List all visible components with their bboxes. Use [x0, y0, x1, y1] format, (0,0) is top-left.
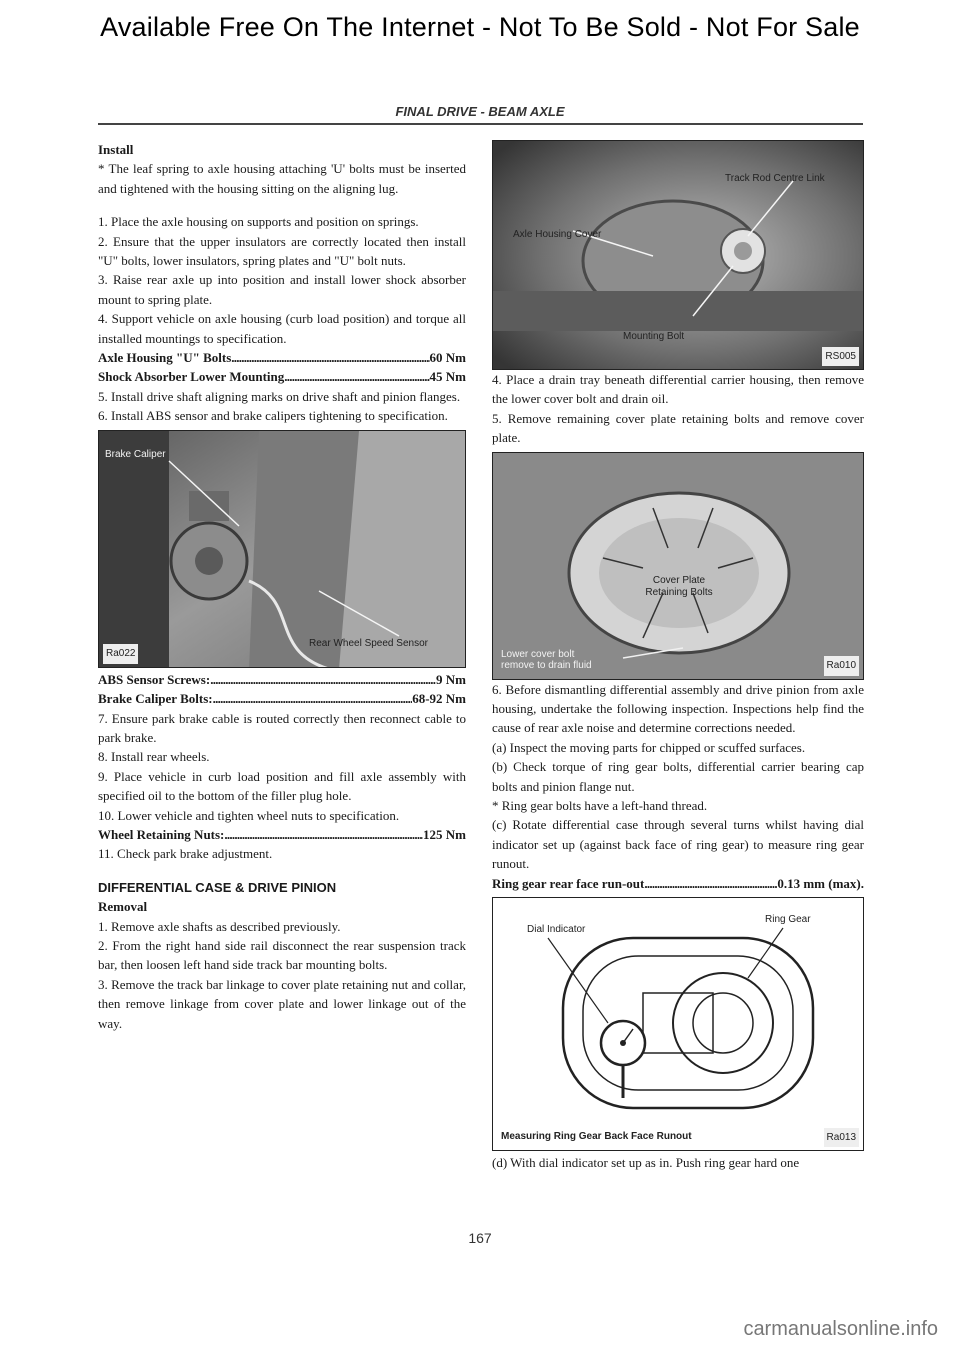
install-step-4: 4. Support vehicle on axle housing (curb load position) and torque all installed mountings to specification. — [98, 311, 466, 346]
diagram-label: Dial Indicator — [527, 924, 586, 936]
cover-plate-photo-image — [493, 453, 864, 680]
photo-label: Mounting Bolt — [623, 331, 685, 342]
install-step-11: 11. Check park brake adjustment. — [98, 846, 273, 862]
spec-shock-absorber — [98, 367, 466, 386]
ring-gear-diagram — [492, 897, 864, 1151]
inspection-c: (c) Rotate differential case through several turns whilst having dial indicator set up (against back face of ring gear) to measure ring gear runout. — [492, 817, 864, 872]
spec-label: ABS Sensor Screws: — [98, 671, 211, 687]
spec-value: 60 Nm — [429, 350, 466, 366]
inspection-a: (a) Inspect the moving parts for chipped or scuffed surfaces. — [492, 739, 806, 755]
section-title: DIFFERENTIAL CASE & DRIVE PINION — [98, 879, 337, 895]
photo-code: Ra022 — [103, 644, 138, 663]
spec-value: 68-92 Nm — [412, 691, 466, 707]
install-step-5: 5. Install drive shaft aligning marks on drive shaft and pinion flanges. — [98, 388, 461, 404]
spec-value: 0.13 mm (max). — [777, 875, 864, 891]
site-footer: carmanualsonline.info — [743, 1318, 938, 1340]
spec-label: Wheel Retaining Nuts: — [98, 826, 225, 842]
photo-label: Cover Plate Retaining Bolts — [645, 574, 713, 598]
removal-step-2: 2. From the right hand side rail disconnect the rear suspension track bar, then loosen left hand side track bar mounting bolts. — [98, 937, 466, 973]
spec-wheel-nuts — [98, 825, 466, 844]
spec-label: Ring gear rear face run-out — [492, 875, 645, 891]
install-step-6: 6. Install ABS sensor and brake calipers tightening to specification. — [98, 408, 448, 424]
watermark-banner: Available Free On The Internet - Not To Be Sold - Not For Sale — [100, 12, 860, 42]
install-step-8: 8. Install rear wheels. — [98, 749, 210, 765]
right-column — [492, 140, 864, 1173]
left-column — [98, 140, 466, 1033]
axle-housing-photo — [492, 140, 864, 370]
install-step-3: 3. Raise rear axle up into position and install lower shock absorber mount to spring plate. — [98, 272, 466, 307]
spec-label: Shock Absorber Lower Mounting — [98, 369, 285, 385]
install-step-1: 1. Place the axle housing on supports and position on springs. — [98, 214, 419, 230]
photo-label: Lower cover bolt remove to drain fluid — [501, 648, 592, 671]
install-step-2: 2. Ensure that the upper insulators are correctly located then install "U" bolts, lower insulators, spring plates and "U" bolt nuts. — [98, 233, 466, 269]
page-number: 167 — [468, 1230, 492, 1246]
diagram-caption: Measuring Ring Gear Back Face Runout — [501, 1130, 692, 1142]
removal-heading: Removal — [98, 899, 148, 915]
spec-label: Axle Housing "U" Bolts — [98, 350, 232, 366]
install-note: * The leaf spring to axle housing attaching 'U' bolts must be inserted and tightened with the housing sitting on the aligning lug. — [98, 161, 466, 196]
photo-code: Ra010 — [824, 656, 859, 675]
photo-label: Axle Housing Cover — [513, 229, 602, 240]
spec-label: Brake Caliper Bolts: — [98, 691, 213, 707]
photo-label: Brake Caliper — [105, 448, 166, 460]
install-step-7: 7. Ensure park brake cable is routed correctly then reconnect cable to park brake. — [98, 710, 466, 745]
photo-code: RS005 — [822, 347, 859, 366]
inspection-note: * Ring gear bolts have a left-hand thread. — [492, 798, 708, 814]
abs-sensor-photo-image — [99, 431, 466, 668]
removal-step-1: 1. Remove axle shafts as described previously. — [98, 918, 341, 934]
spec-value: 9 Nm — [436, 671, 466, 687]
removal-step-6: 6. Before dismantling differential assembly and drive pinion from axle housing, undertake the following inspection. Inspections help find the cause of rear axle noise and determine corrections needed. — [492, 681, 864, 736]
spec-u-bolts — [98, 348, 466, 367]
diagram-code: Ra013 — [824, 1128, 859, 1147]
abs-sensor-photo — [98, 430, 466, 668]
cover-plate-photo — [492, 452, 864, 680]
removal-step-5: 5. Remove remaining cover plate retaining bolts and remove cover plate. — [492, 410, 864, 446]
spec-brake-caliper — [98, 689, 466, 708]
spec-ring-gear-runout — [492, 874, 864, 893]
spec-value: 125 Nm — [423, 826, 466, 842]
install-heading: Install — [98, 142, 134, 157]
spec-value: 45 Nm — [429, 369, 466, 385]
diagram-label: Ring Gear — [765, 914, 811, 926]
running-head: FINAL DRIVE - BEAM AXLE — [395, 104, 565, 119]
spec-abs-screws — [98, 670, 466, 689]
removal-step-4: 4. Place a drain tray beneath differential carrier housing, then remove the lower cover bolt and drain oil. — [492, 372, 864, 407]
install-step-9: 9. Place vehicle in curb load position and fill axle assembly with specified oil to the bottom of the filler plug hole. — [98, 768, 466, 804]
photo-label: Track Rod Centre Link — [725, 173, 825, 184]
header-rule — [98, 123, 863, 125]
install-step-10: 10. Lower vehicle and tighten wheel nuts to specification. — [98, 807, 400, 823]
inspection-d: (d) With dial indicator set up as in. Push ring gear hard one — [492, 1155, 800, 1171]
photo-label: Rear Wheel Speed Sensor — [309, 637, 428, 649]
inspection-b: (b) Check torque of ring gear bolts, differential carrier bearing cap bolts and pinion flange nut. — [492, 759, 864, 794]
removal-step-3: 3. Remove the track bar linkage to cover plate retaining nut and collar, then remove linkage from cover plate and lower linkage out of the way. — [98, 976, 466, 1031]
